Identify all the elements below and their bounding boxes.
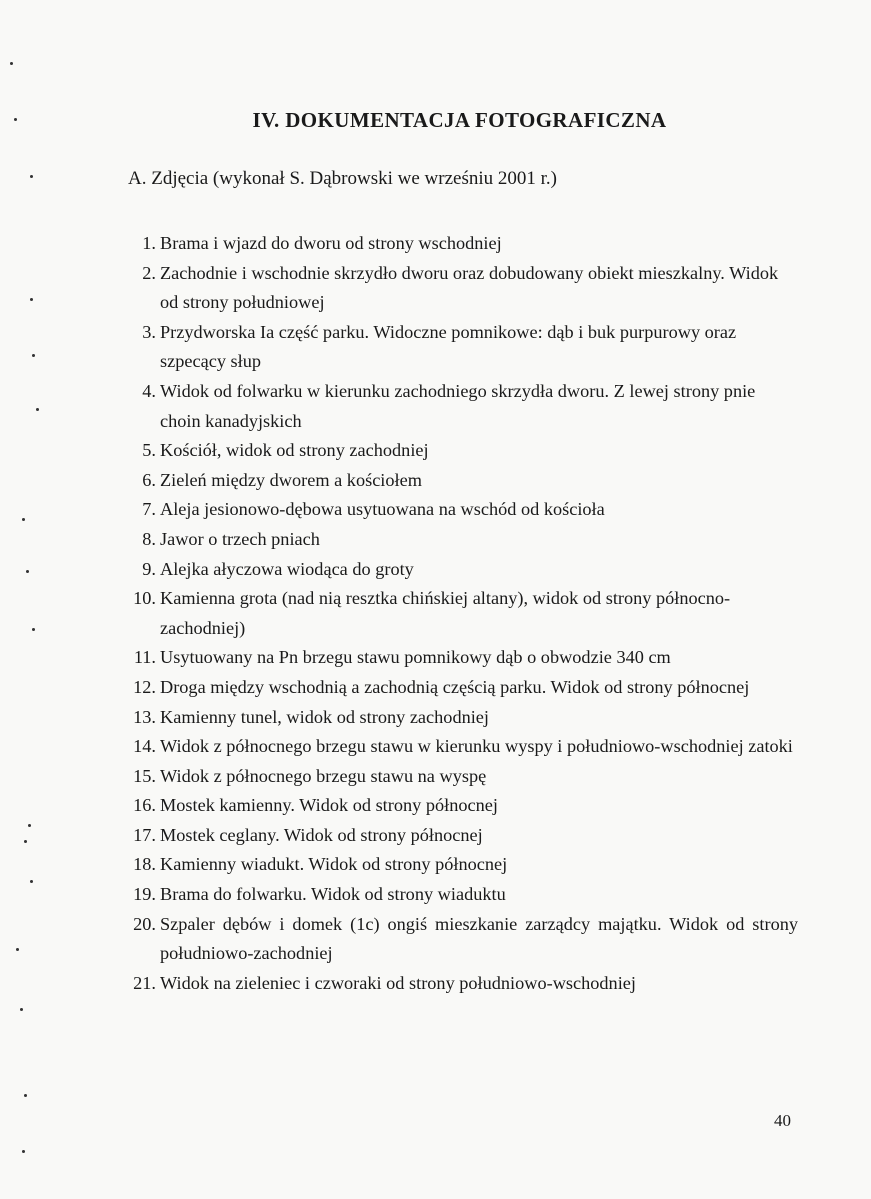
scan-speck (32, 354, 35, 357)
list-item (118, 821, 798, 851)
item-text: Mostek kamienny. Widok od strony północnej (160, 795, 498, 816)
list-item (118, 673, 798, 703)
item-text: Alejka ałyczowa wiodąca do groty (160, 558, 414, 579)
list-item (118, 762, 798, 792)
list-item (118, 555, 798, 585)
item-number: 15. (133, 765, 156, 786)
item-text: Zachodnie i wschodnie skrzydło dworu oraz dobudowany obiekt mieszkalny. Widok od strony południowej (160, 262, 779, 313)
item-text: Kościół, widok od strony zachodniej (160, 440, 429, 461)
item-text: Kamienna grota (nad nią resztka chińskiej altany), widok od strony północno-zachodniej) (160, 588, 731, 638)
list-item (118, 850, 798, 880)
item-number: 17. (133, 824, 156, 845)
scan-speck (22, 518, 25, 521)
item-text: Aleja jesionowo-dębowa usytuowana na wschód od kościoła (160, 499, 605, 520)
photo-list (118, 229, 798, 998)
scan-speck (30, 175, 33, 178)
page-number: 40 (774, 1111, 791, 1130)
list-item (118, 791, 798, 821)
item-number: 19. (133, 884, 156, 905)
list-item (118, 259, 798, 318)
scan-speck (20, 1008, 23, 1011)
item-text: Usytuowany na Pn brzegu stawu pomnikowy dąb o obwodzie 340 cm (160, 647, 671, 668)
item-text: Widok od folwarku w kierunku zachodniego skrzydła dworu. Z lewej strony pnie choin kanadyjskich (160, 380, 756, 431)
item-number: 10. (133, 588, 156, 609)
item-number: 1. (142, 233, 156, 253)
item-number: 21. (133, 972, 156, 993)
item-number: 14. (133, 736, 156, 757)
item-text: Widok z północnego brzegu stawu na wyspę (160, 765, 487, 786)
item-text: Przydworska Ia część parku. Widoczne pomnikowe: dąb i buk purpurowy oraz szpecący słup (160, 321, 737, 372)
list-item (118, 229, 798, 259)
scan-speck (10, 62, 13, 65)
item-number: 3. (142, 321, 156, 342)
item-number: 13. (133, 706, 156, 727)
list-item (118, 525, 798, 555)
item-number: 16. (133, 795, 156, 816)
item-number: 5. (142, 440, 156, 461)
item-number: 9. (142, 558, 156, 579)
list-item (118, 910, 798, 969)
item-number: 18. (133, 854, 156, 875)
item-text: Brama do folwarku. Widok od strony wiaduktu (160, 884, 506, 905)
item-number: 8. (142, 528, 156, 549)
scan-speck (24, 1094, 27, 1097)
item-text: Kamienny tunel, widok od strony zachodniej (160, 706, 489, 727)
page-title: IV. DOKUMENTACJA FOTOGRAFICZNA (252, 108, 667, 132)
item-text: Zieleń między dworem a kościołem (160, 469, 422, 490)
list-item (118, 643, 798, 673)
item-number: 6. (142, 469, 156, 490)
item-number: 20. (133, 913, 156, 934)
list-item (118, 703, 798, 733)
item-text: Jawor o trzech pniach (160, 528, 320, 549)
section-subtitle: A. Zdjęcia (wykonał S. Dąbrowski we wrześniu 2001 r.) (128, 168, 557, 189)
list-item (118, 318, 798, 377)
scan-speck (30, 298, 33, 301)
scan-speck (32, 628, 35, 631)
scan-speck (22, 1150, 25, 1153)
scan-speck (16, 948, 19, 951)
scan-speck (24, 840, 27, 843)
item-number: 11. (133, 647, 156, 668)
list-item (118, 466, 798, 496)
list-item (118, 377, 798, 436)
list-item (118, 584, 798, 643)
list-item (118, 969, 798, 999)
scan-speck (14, 118, 17, 121)
item-number: 2. (142, 262, 156, 283)
item-text: Droga między wschodnią a zachodnią częścią parku. Widok od strony północnej (160, 676, 750, 697)
list-item (118, 732, 798, 762)
list-item (118, 436, 798, 466)
scan-speck (36, 408, 39, 411)
item-number: 7. (142, 499, 156, 520)
item-text: Widok na zieleniec i czworaki od strony południowo-wschodniej (160, 972, 636, 993)
item-text: Kamienny wiadukt. Widok od strony północnej (160, 854, 508, 875)
item-number: 12. (133, 676, 156, 697)
scan-speck (26, 570, 29, 573)
list-item (118, 495, 798, 525)
item-number: 4. (142, 380, 156, 401)
list-item (118, 880, 798, 910)
item-text: Szpaler dębów i domek (1c) ongiś mieszkanie zarządcy majątku. Widok od strony południowo-zachodniej (160, 913, 798, 964)
scan-speck (28, 824, 31, 827)
item-text: Widok z północnego brzegu stawu w kierunku wyspy i południowo-wschodniej zatoki (160, 736, 793, 757)
scan-speck (30, 880, 33, 883)
item-text: Brama i wjazd do dworu od strony wschodniej (160, 233, 502, 253)
item-text: Mostek ceglany. Widok od strony północnej (160, 824, 483, 845)
